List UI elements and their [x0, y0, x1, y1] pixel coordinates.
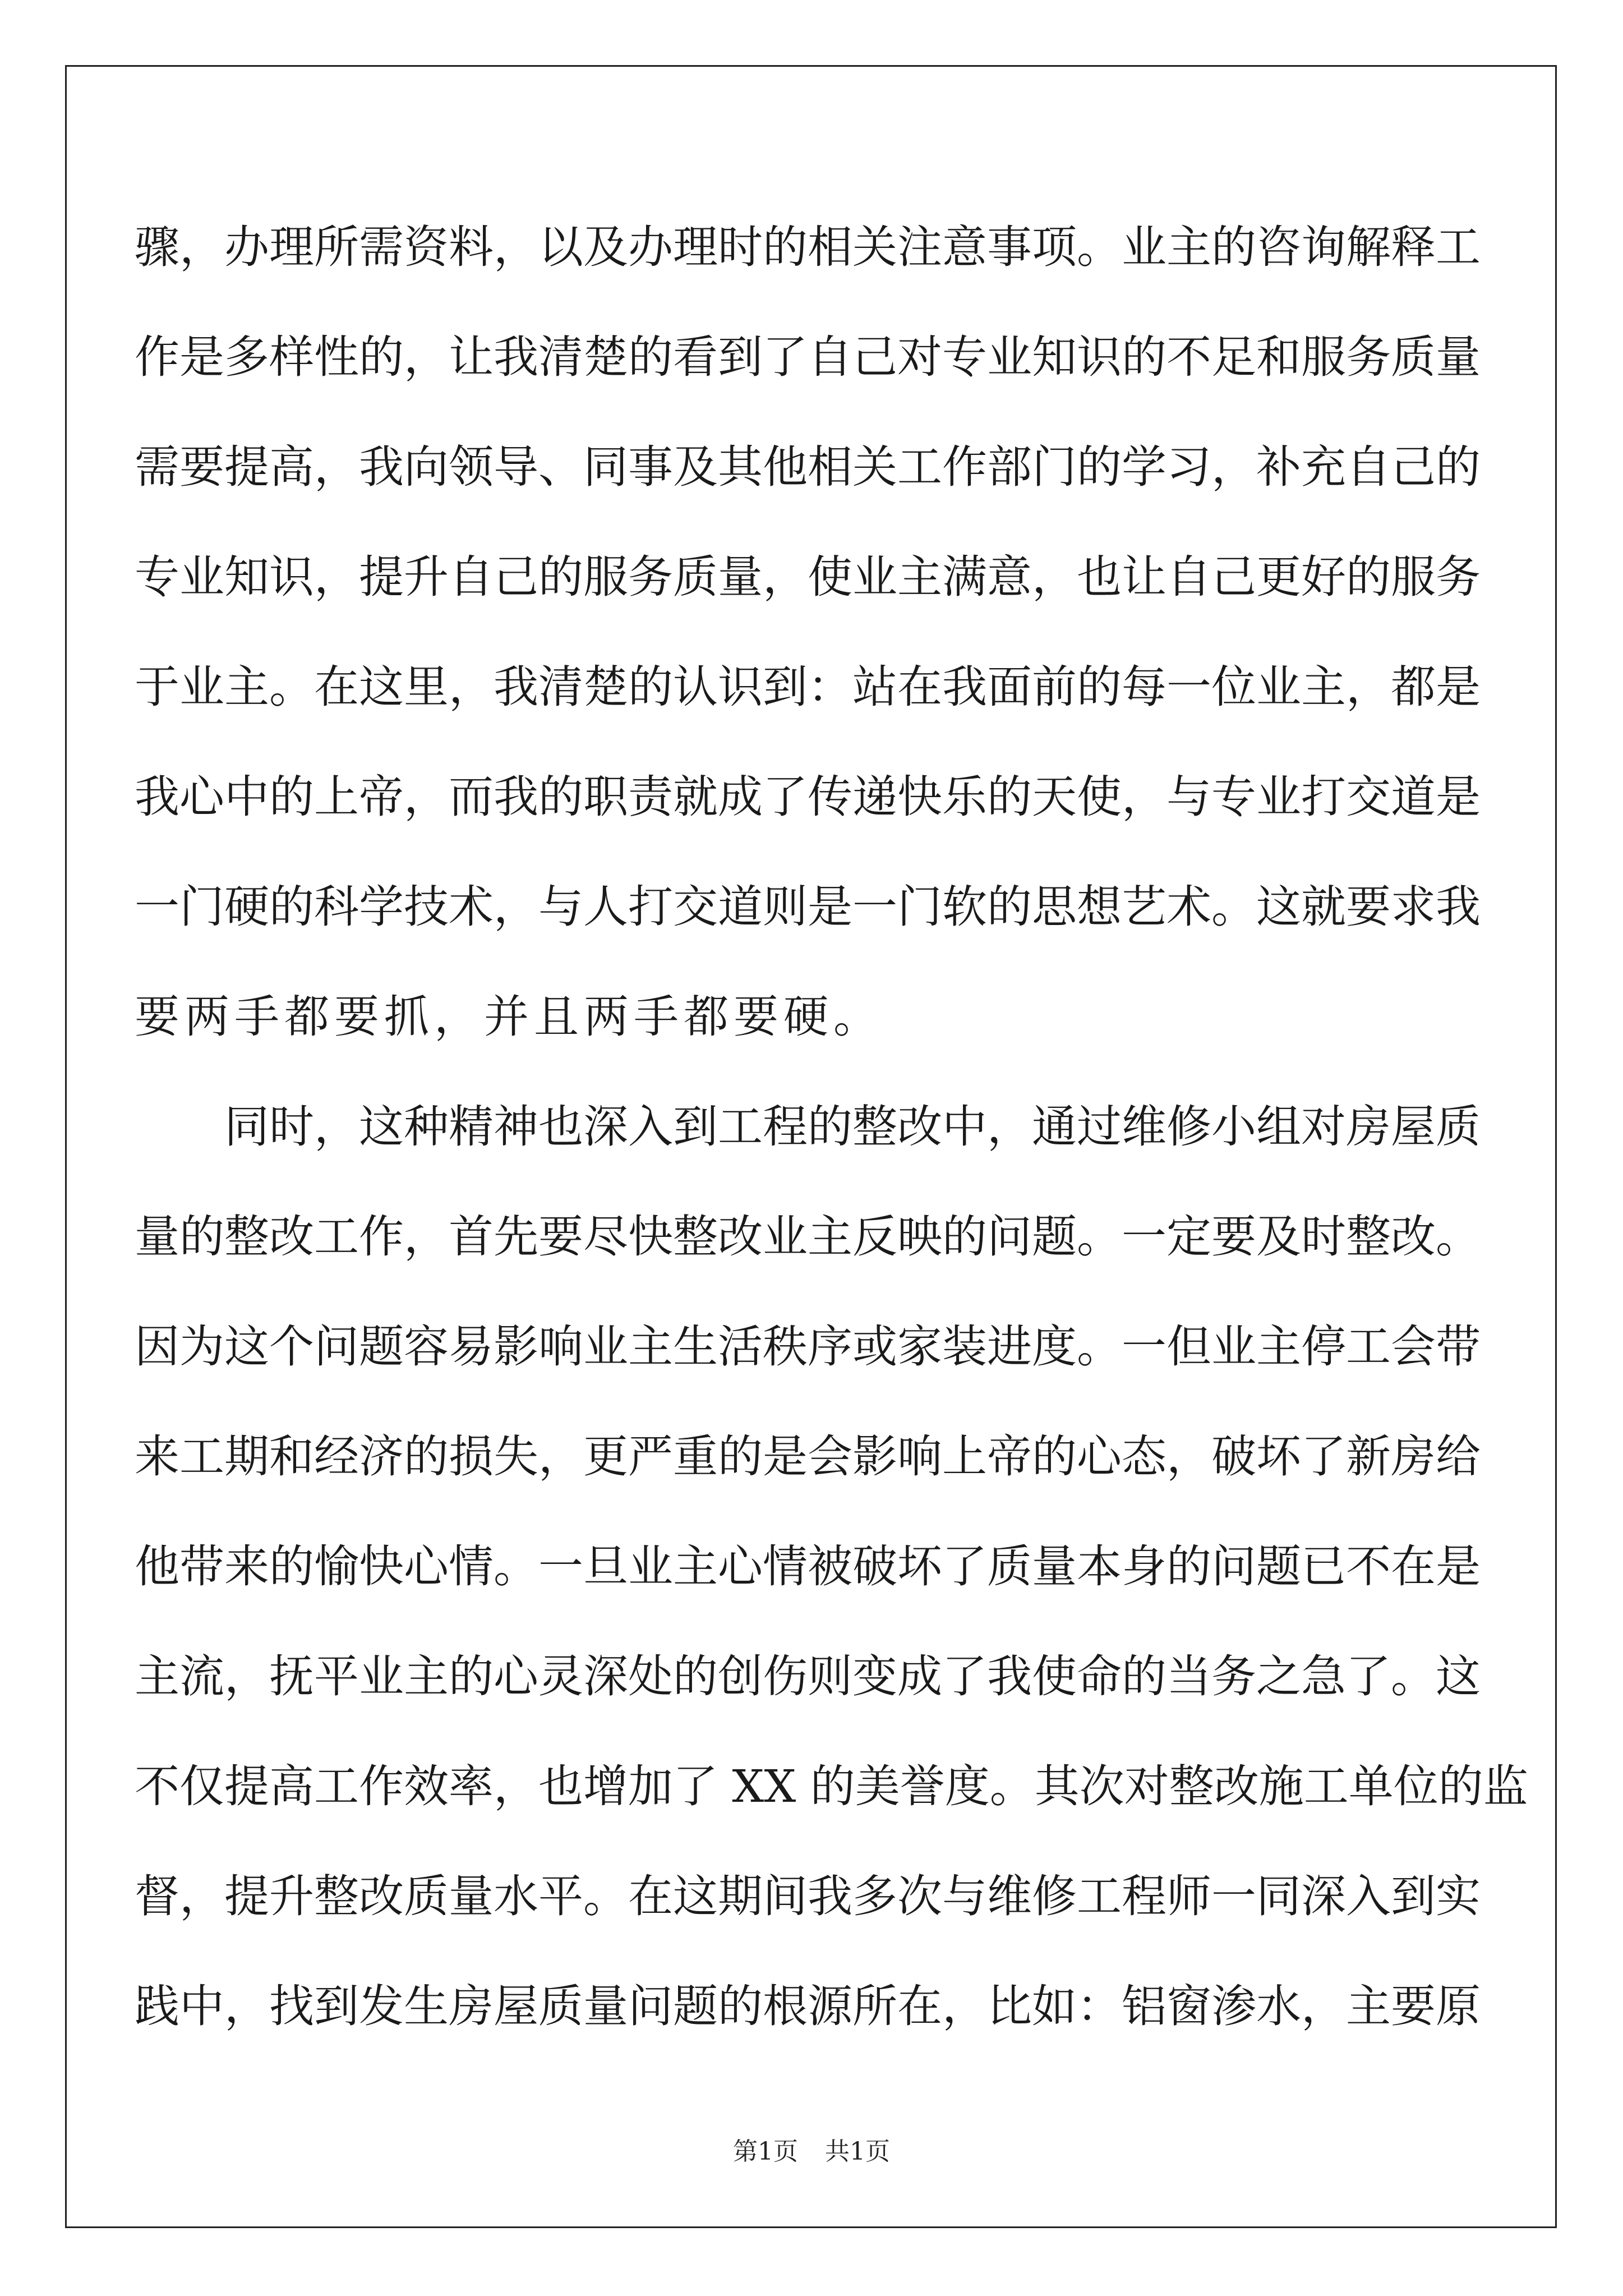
paragraph-line: 于业主。在这里，我清楚的认识到：站在我面前的每一位业主，都是	[135, 661, 1481, 713]
paragraph-line: 骤，办理所需资料，以及办理时的相关注意事项。业主的咨询解释工	[135, 221, 1481, 273]
paragraph-first-line: 同时，这种精神也深入到工程的整改中，通过维修小组对房屋质	[224, 1101, 1481, 1153]
paragraph-line: 来工期和经济的损失，更严重的是会影响上帝的心态，破坏了新房给	[135, 1430, 1481, 1483]
paragraph-line: 因为这个问题容易影响业主生活秩序或家装进度。一但业主停工会带	[135, 1320, 1481, 1373]
paragraph-line: 作是多样性的，让我清楚的看到了自己对专业知识的不足和服务质量	[135, 331, 1481, 383]
paragraph-line: 主流，抚平业主的心灵深处的创伤则变成了我使命的当务之急了。这	[135, 1650, 1481, 1703]
paragraph-line: 专业知识，提升自己的服务质量，使业主满意，也让自己更好的服务	[135, 551, 1481, 603]
page-total: 共1页	[825, 2137, 890, 2166]
paragraph-line: 量的整改工作，首先要尽快整改业主反映的问题。一定要及时整改。	[135, 1211, 1481, 1263]
paragraph-line: 不仅提高工作效率，也增加了 XX 的美誉度。其次对整改施工单位的监	[135, 1760, 1528, 1812]
paragraph-line: 他带来的愉快心情。一旦业主心情被破坏了质量本身的问题已不在是	[135, 1540, 1481, 1593]
paragraph-line: 一门硬的科学技术，与人打交道则是一门软的思想艺术。这就要求我	[135, 881, 1481, 933]
paragraph-line: 需要提高，我向领导、同事及其他相关工作部门的学习，补充自己的	[135, 441, 1481, 493]
paragraph-line: 践中，找到发生房屋质量问题的根源所在，比如：铝窗渗水，主要原	[135, 1980, 1481, 2032]
page-footer	[0, 2135, 1623, 2169]
paragraph-line: 督，提升整改质量水平。在这期间我多次与维修工程师一同深入到实	[135, 1870, 1481, 1922]
page-number: 第1页	[733, 2137, 798, 2166]
paragraph-line: 我心中的上帝，而我的职责就成了传递快乐的天使，与专业打交道是	[135, 771, 1481, 823]
paragraph-line: 要两手都要抓，并且两手都要硬。	[135, 991, 883, 1043]
